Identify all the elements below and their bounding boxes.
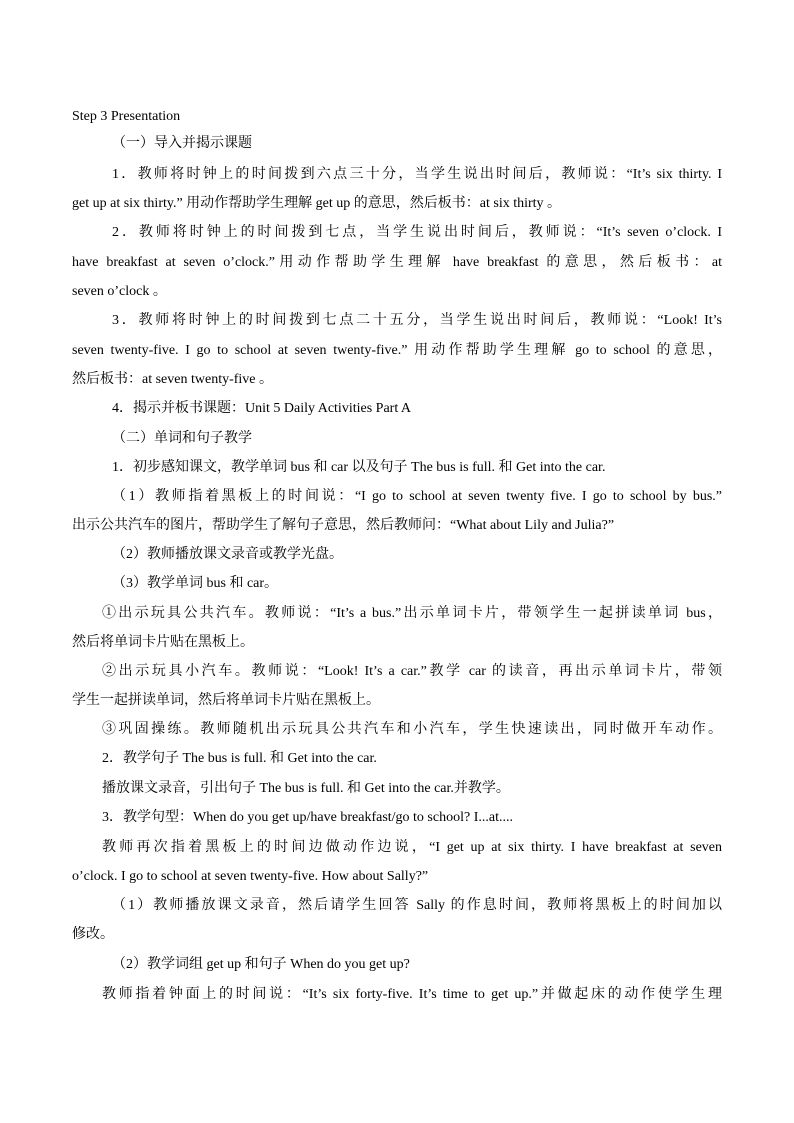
paragraph-line: （3）教学单词 bus 和 car。 [112,576,279,591]
paragraph-line: （2）教师播放课文录音或教学光盘。 [112,547,343,562]
paragraph-line: 然后板书：at seven twenty-five 。 [72,372,274,387]
paragraph-line: 3．教师将时钟上的时间拨到七点二十五分，当学生说出时间后，教师说：“Look! It’s [112,313,722,328]
paragraph-line: 1．教师将时钟上的时间拨到六点三十分，当学生说出时间后，教师说：“It’s six thirty. I [112,167,722,182]
paragraph-line: 出示公共汽车的图片，帮助学生了解句子意思，然后教师问：“What about Lily and Julia?” [72,518,615,533]
paragraph-line: 学生一起拼读单词，然后将单词卡片贴在黑板上。 [72,693,380,708]
paragraph-line: 4．揭示并板书课题：Unit 5 Daily Activities Part A [112,401,412,416]
paragraph-line: 修改。 [72,927,114,942]
subsection-heading: （一）导入并揭示课题 [112,136,252,151]
paragraph-line: ③巩固操练。教师随机出示玩具公共汽车和小汽车，学生快速读出，同时做开车动作。 [102,722,722,737]
paragraph-line: 然后将单词卡片贴在黑板上。 [72,635,254,650]
paragraph-line: have breakfast at seven o’clock.”用动作帮助学生理解 have breakfast 的意思，然后板书：at [72,255,722,270]
section-heading: Step 3 Presentation [72,109,181,124]
paragraph-line: ①出示玩具公共汽车。教师说：“It’s a bus.”出示单词卡片，带领学生一起拼读单词 bus， [102,606,722,621]
paragraph-line: get up at six thirty.” 用动作帮助学生理解 get up 的意思，然后板书：at six thirty 。 [72,196,562,211]
subsection-heading: （二）单词和句子教学 [112,431,252,446]
paragraph-line: 2．教学句子 The bus is full. 和 Get into the car. [102,751,377,766]
paragraph-line: 教师再次指着黑板上的时间边做动作边说，“I get up at six thirty. I have breakfast at seven [102,840,722,855]
paragraph-line: o’clock. I go to school at seven twenty-five. How about Sally?” [72,869,429,884]
paragraph-line: 1．初步感知课文，教学单词 bus 和 car 以及句子 The bus is full. 和 Get into the car. [112,460,606,475]
paragraph-line: （2）教学词组 get up 和句子 When do you get up? [112,957,410,972]
paragraph-line: 播放课文录音，引出句子 The bus is full. 和 Get into the car.并教学。 [102,781,510,796]
paragraph-line: （1）教师播放课文录音，然后请学生回答 Sally 的作息时间，教师将黑板上的时间加以 [112,898,722,913]
paragraph-line: seven twenty-five. I go to school at seven twenty-five.” 用动作帮助学生理解 go to school 的意思， [72,343,722,358]
paragraph-line: （1）教师指着黑板上的时间说：“I go to school at seven twenty five. I go to school by bus.” [112,489,722,504]
paragraph-line: 2．教师将时钟上的时间拨到七点，当学生说出时间后，教师说：“It’s seven o’clock. I [112,225,722,240]
paragraph-line: 3．教学句型：When do you get up/have breakfast/go to school? I...at.... [102,810,513,825]
paragraph-line: 教师指着钟面上的时间说：“It’s six forty-five. It’s time to get up.”并做起床的动作使学生理 [102,987,722,1002]
paragraph-line: seven o’clock 。 [72,284,167,299]
paragraph-line: ②出示玩具小汽车。教师说：“Look! It’s a car.”教学 car 的读音，再出示单词卡片，带领 [102,664,722,679]
